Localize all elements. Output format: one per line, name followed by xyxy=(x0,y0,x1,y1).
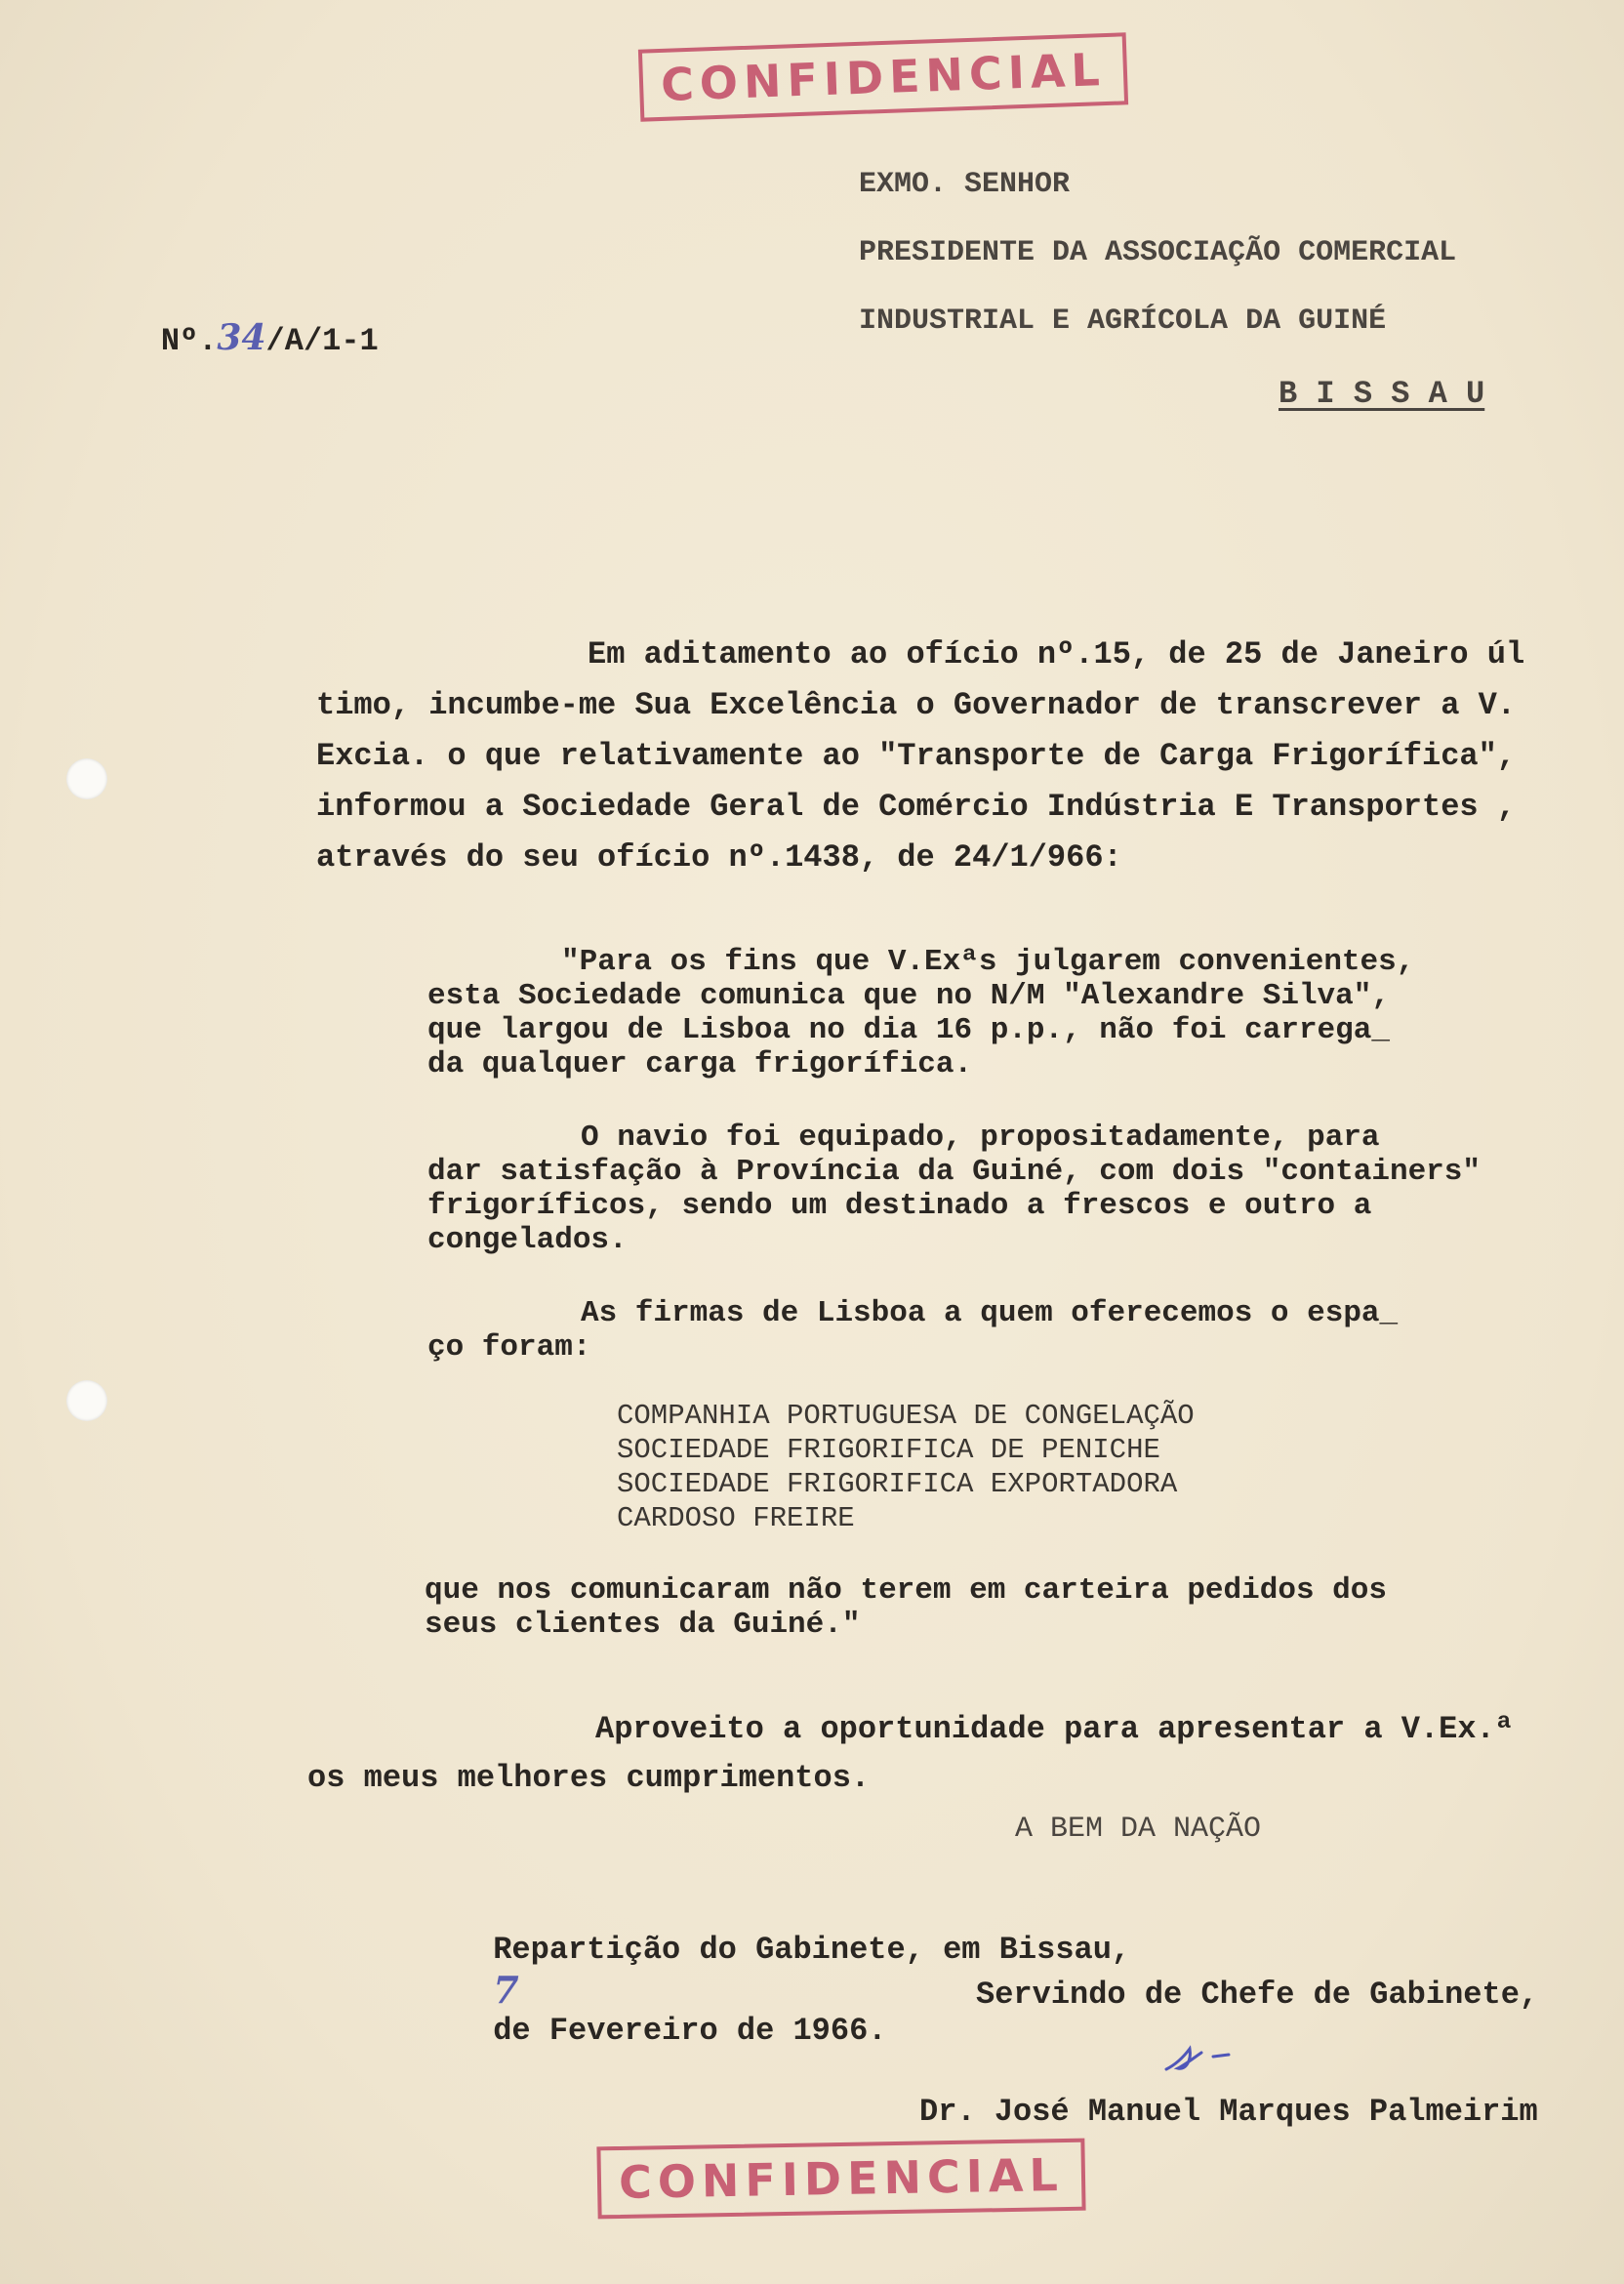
quote-p3-line1: As firmas de Lisboa a quem oferecemos o espa_ xyxy=(581,1296,1399,1330)
punch-hole-bottom xyxy=(66,1380,107,1421)
quote-p2-line4: congelados. xyxy=(427,1223,628,1257)
quote-p2-line2: dar satisfação à Província da Guiné, com dois "containers" xyxy=(427,1155,1481,1189)
confidential-stamp-bottom: CONFIDENCIAL xyxy=(596,2139,1085,2220)
firm-list-item: SOCIEDADE FRIGORIFICA DE PENICHE xyxy=(617,1434,1160,1466)
firm-list-item: SOCIEDADE FRIGORIFICA EXPORTADORA xyxy=(617,1468,1178,1500)
body-line-2: timo, incumbe-me Sua Excelência o Governador de transcrever a V. xyxy=(316,687,1516,723)
motto: A BEM DA NAÇÃO xyxy=(1015,1813,1262,1846)
addressee-line2: PRESIDENTE DA ASSOCIAÇÃO COMERCIAL xyxy=(859,236,1457,269)
body-line-5: através do seu ofício nº.1438, de 24/1/966: xyxy=(316,839,1122,876)
body-line-4: informou a Sociedade Geral de Comércio Indústria E Transportes , xyxy=(316,789,1516,825)
signatory-name: Dr. José Manuel Marques Palmeirim xyxy=(919,2094,1538,2130)
reference-number xyxy=(86,281,379,395)
quote-p4-line2: seus clientes da Guiné." xyxy=(425,1608,861,1642)
reference-prefix: Nº. xyxy=(160,323,218,359)
signatory-role: Servindo de Chefe de Gabinete, xyxy=(976,1977,1539,2013)
body-line-3: Excia. o que relativamente ao "Transporte de Carga Frigorífica", xyxy=(316,738,1516,774)
quote-p2-line1: O navio foi equipado, propositadamente, para xyxy=(581,1121,1380,1155)
quote-p3-line2: ço foram: xyxy=(427,1330,591,1365)
date-before: Repartição do Gabinete, em Bissau, xyxy=(493,1932,1131,1968)
closing-line2: os meus melhores cumprimentos. xyxy=(307,1760,871,1796)
addressee-city: B I S S A U xyxy=(1279,376,1485,412)
quote-p1-line3: que largou de Lisboa no dia 16 p.p., não foi carrega_ xyxy=(427,1013,1390,1047)
confidential-stamp-top: CONFIDENCIAL xyxy=(638,32,1128,121)
quote-p4-line1: que nos comunicaram não terem em carteira pedidos dos xyxy=(425,1573,1387,1608)
handwritten-signature xyxy=(1157,2035,1274,2084)
quote-p1-line2: esta Sociedade comunica que no N/M "Alexandre Silva", xyxy=(427,979,1390,1013)
quote-p2-line3: frigoríficos, sendo um destinado a frescos e outro a xyxy=(427,1189,1372,1223)
body-line-1: Em aditamento ao ofício nº.15, de 25 de Janeiro úl xyxy=(588,636,1525,673)
addressee-line3: INDUSTRIAL E AGRÍCOLA DA GUINÉ xyxy=(859,305,1387,338)
quote-p1-line4: da qualquer carga frigorífica. xyxy=(427,1047,973,1081)
reference-handwritten-number: 34 xyxy=(217,317,266,358)
quote-p1-line1: "Para os fins que V.Exªs julgarem convenientes, xyxy=(561,945,1415,979)
firm-list-item: COMPANHIA PORTUGUESA DE CONGELAÇÃO xyxy=(617,1400,1195,1432)
reference-suffix: /A/1-1 xyxy=(265,323,379,359)
date-handwritten-day: 7 xyxy=(493,1968,519,2012)
date-after: de Fevereiro de 1966. xyxy=(493,2013,887,2049)
addressee-line1: EXMO. SENHOR xyxy=(859,168,1071,201)
closing-line1: Aproveito a oportunidade para apresentar a V.Ex.ª xyxy=(595,1711,1514,1747)
punch-hole-top xyxy=(66,758,107,799)
firm-list-item: CARDOSO FREIRE xyxy=(617,1502,855,1534)
